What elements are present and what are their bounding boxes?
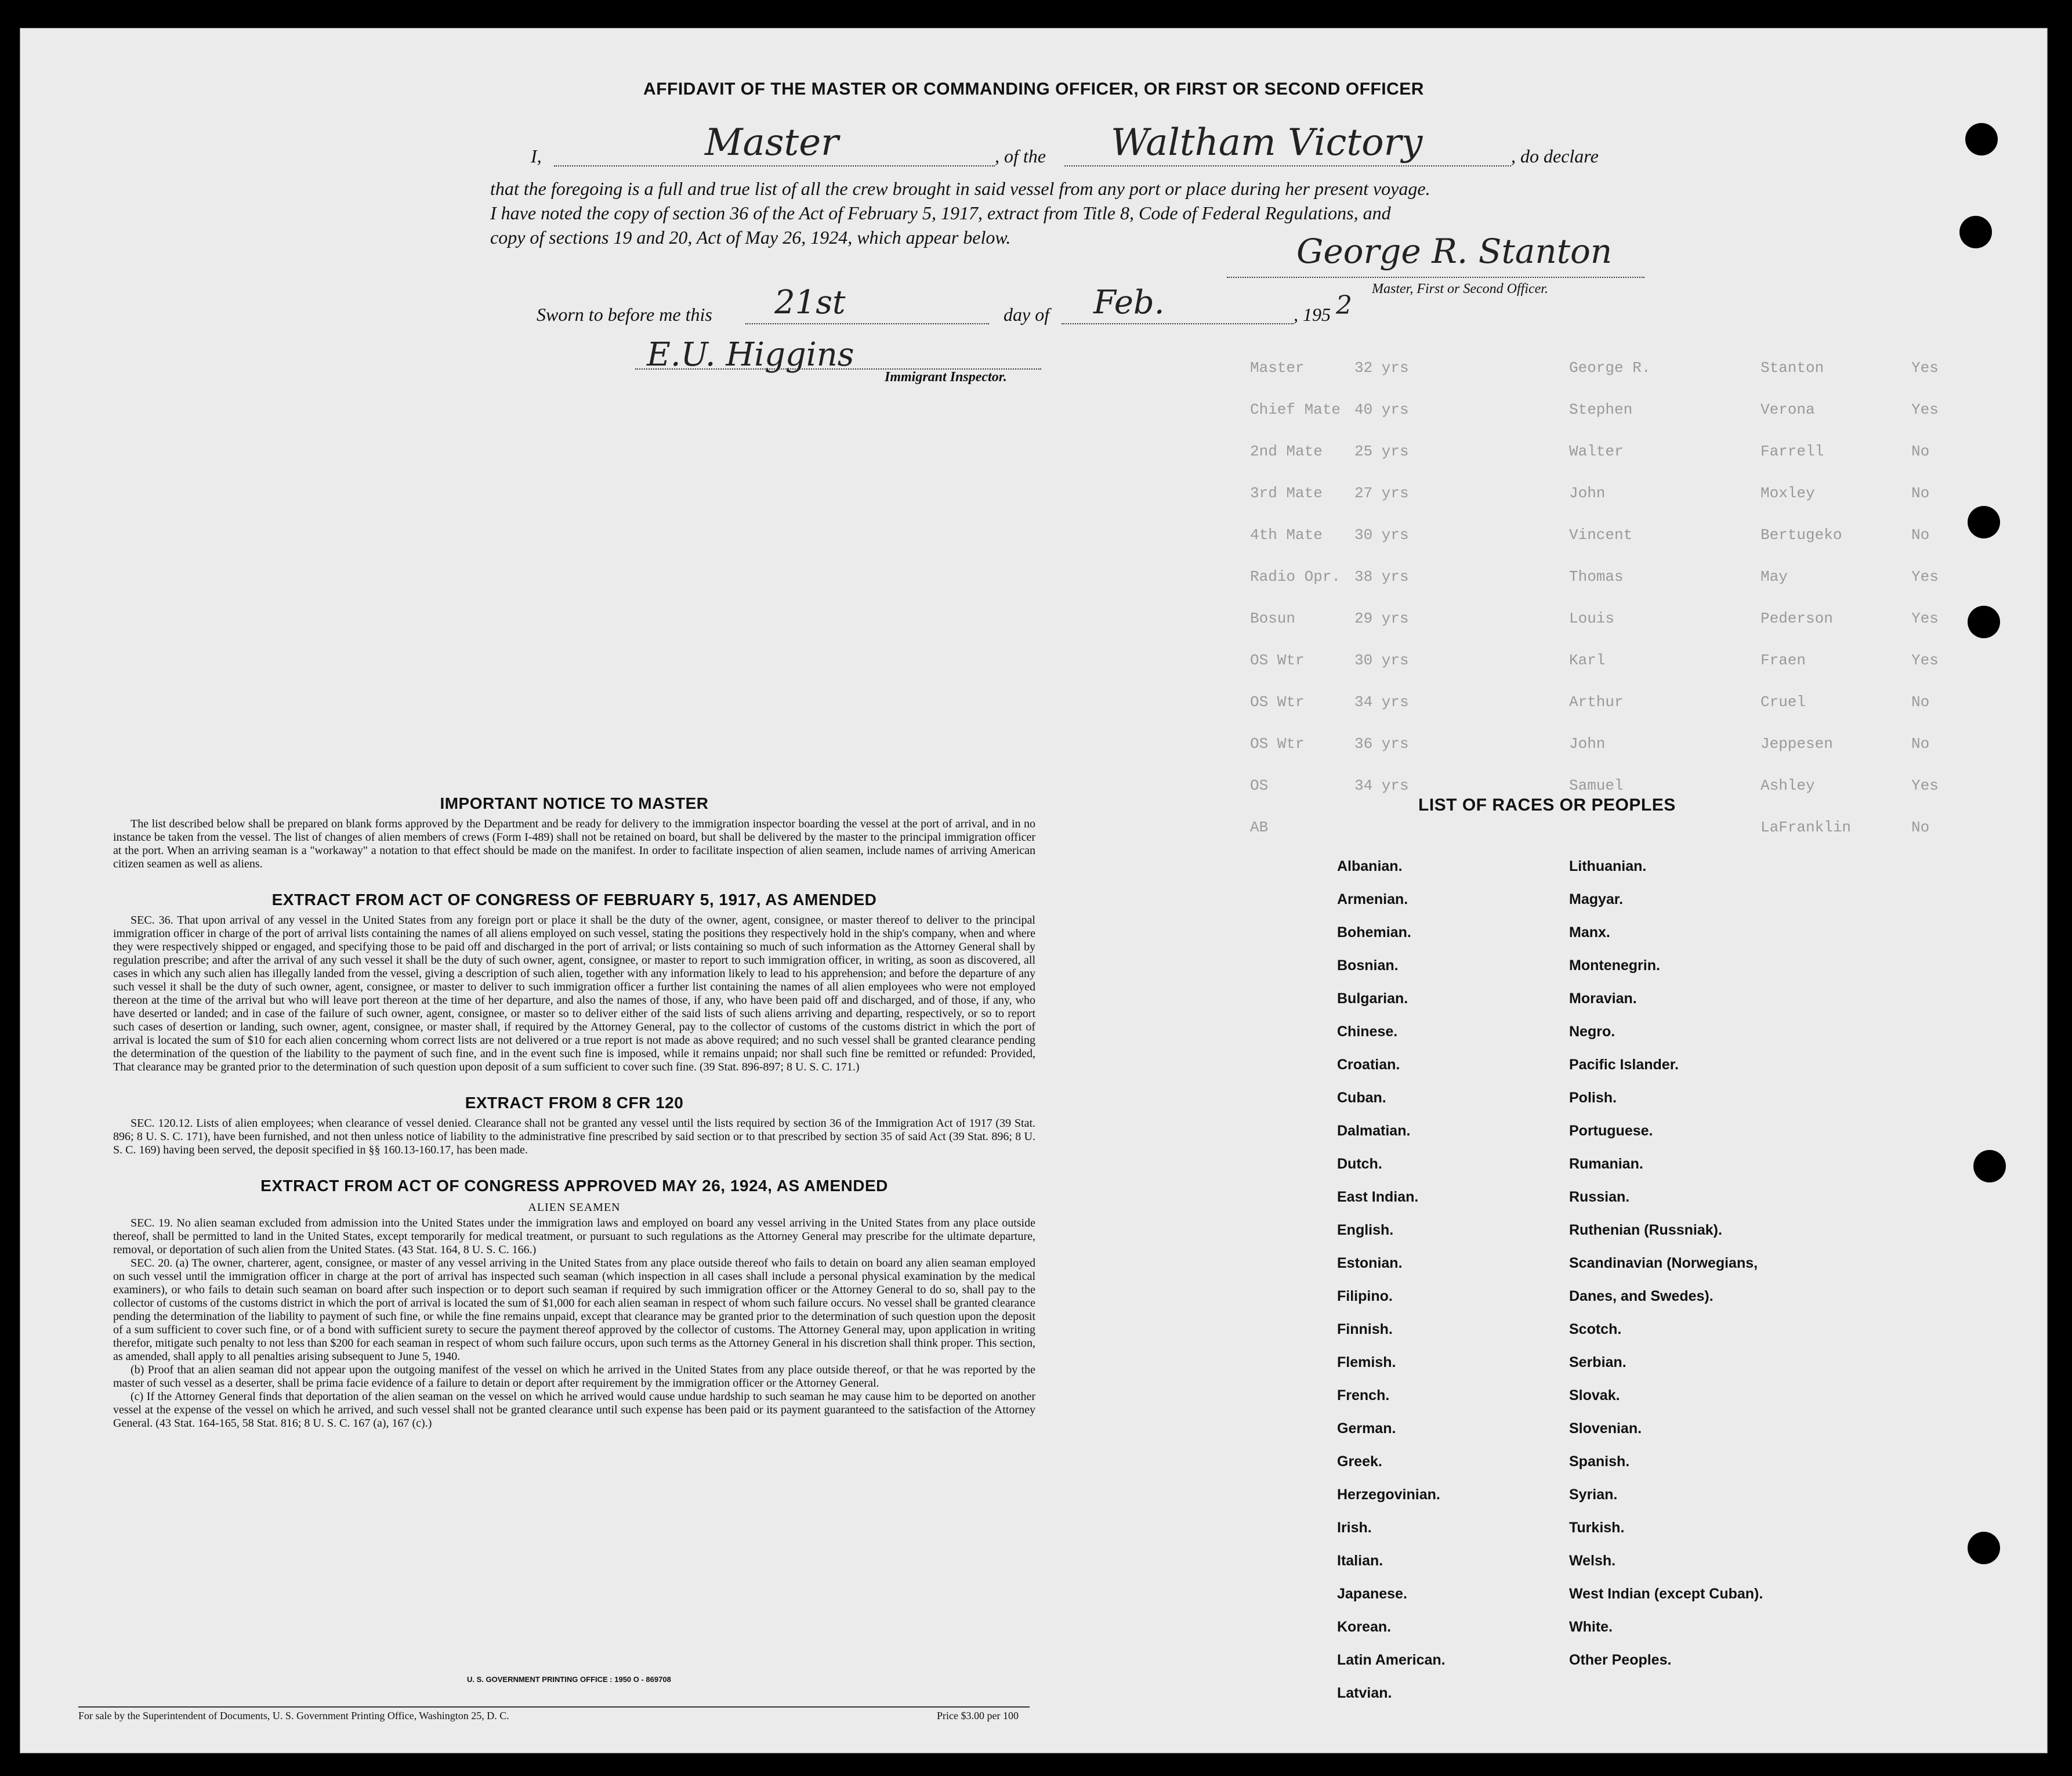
bleed-through-rank: AB [1250,819,1269,836]
bleed-through-name: Fraen [1761,652,1806,669]
binder-hole [1973,1150,2006,1182]
race-item: Ruthenian (Russniak). [1569,1222,1722,1238]
day-line [745,323,989,324]
bleed-through-first: Arthur [1569,693,1624,711]
race-item: White. [1569,1619,1613,1635]
bleed-through-name: May [1761,568,1788,585]
race-item: Bulgarian. [1337,990,1408,1007]
sec-20c-text: (c) If the Attorney General finds that deportation of the alien seaman on the vessel on which he arrived would cause undue hardship to such seaman he may cause him to be deported on another vessel at the expense of the vessel on which he arrived, and such vessel shall not be granted clearance until such expense has been paid or its payment guaranteed to the satisfaction of the Attorney General. (43 Stat. 164-165, 58 Stat. 816; 8 U. S. C. 167 (a), 167 (c).) [113,1390,1035,1430]
day-handwriting: 21st [774,284,846,321]
month-line [1062,323,1294,324]
sworn-label: Sworn to before me this [537,304,712,325]
bleed-through-rank: Chief Mate [1250,401,1341,418]
extract-1917-title: EXTRACT FROM ACT OF CONGRESS OF FEBRUARY 5, 1917, AS AMENDED [271,891,877,909]
bleed-through-name: Stanton [1761,359,1824,377]
race-item: Flemish. [1337,1354,1396,1370]
bleed-through-rank: OS [1250,777,1269,794]
race-item: Slovenian. [1569,1420,1642,1437]
footer-left: For sale by the Superintendent of Documents, U. S. Government Printing Office, Washington 25, D. C. [78,1710,509,1721]
extract-1917-text: SEC. 36. That upon arrival of any vessel in the United States from any foreign port or place it shall be the duty of the owner, agent, consignee, or master thereof to deliver to the principal immigration officer in charge of the port of arrival lists containing the names of all aliens employed on such vessel, stating the positions they respectively hold in the ship's company, when and where they were respectively shipped or engaged, and specifying those to be paid off and discharged in the port of arrival; or lists containing so much of such information as the Attorney General shall by regulation prescribe; and after the arrival of any such vessel it shall be the duty of such owner, agent, consignee, or master to report to such immigration officer, in writing, as soon as discovered, all cases in which any such alien has illegally landed from the vessel, giving a description of such alien, together with any information likely to lead to his apprehension; and before the departure of any such vessel it shall be the duty of such owner, agent, consignee, or master to deliver to such immigration officer a further list containing the names of all alien employees who were not employed thereon at the time of the arrival but who will leave port thereon at the time of her departure, and also the names of those, if any, who have been paid off and discharged, and of those, if any, who have deserted or landed; and in case of the failure of such owner, agent, consignee, or master so to deliver either of the said lists of such aliens arriving and departing, respectively, or so to report such cases of desertion or landing, such owner, agent, consignee, or master shall, if required by the Attorney General, pay to the collector of customs of the customs district in which the port of arrival is located the sum of $10 for each alien concerning whom correct lists are not delivered or a true report is not made as above required; and no such vessel shall be granted clearance pending the determination of the question of the liability to the payment of such fine, and in the event such fine is imposed, while it remains unpaid; nor shall such fine be remitted or refunded: Provided, That clearance may be granted prior to the determination of such question upon deposit of a sum sufficient to cover such fine. (39 Stat. 896-897; 8 U. S. C. 171.) [113,914,1035,1073]
race-item: Welsh. [1569,1553,1616,1569]
race-item: Irish. [1337,1520,1372,1536]
bleed-through-age: 30 yrs [1354,526,1409,544]
races-title: LIST OF RACES OR PEOPLES [1418,795,1676,815]
race-item: Polish. [1569,1090,1617,1106]
race-item: Herzegovinian. [1337,1486,1440,1503]
race-item: Finnish. [1337,1321,1393,1337]
race-item: Chinese. [1337,1023,1398,1040]
bleed-through-yn: No [1911,735,1930,753]
binder-hole [1968,606,2000,638]
race-item: Negro. [1569,1023,1615,1040]
race-item: Manx. [1569,924,1610,941]
bleed-through-yn: No [1911,526,1930,544]
extract-cfr-text: SEC. 120.12. Lists of alien employees; when clearance of vessel denied. Clearance shall not be granted any vessel until the lists required by section 36 of the Immigration Act of 1917 (39 Stat. 896; 8 U. S. C. 171), have been furnished, and not then unless notice of liability to the administrative fine prescribed by said section or to that prescribed by section 35 of said Act (39 Stat. 896; 8 U. S. C. 169) having been served, the deposit specified in §§ 160.13-160.17, has been made. [113,1117,1035,1156]
inspector-signature: E.U. Higgins [647,336,854,374]
bleed-through-first: Walter [1569,443,1624,460]
year-prefix: , 195 [1294,304,1331,325]
bleed-through-first: Louis [1569,610,1615,627]
inspector-caption: Immigrant Inspector. [885,370,1007,385]
bleed-through-row [345,359,2012,375]
bleed-through-name: LaFranklin [1761,819,1852,836]
race-item: East Indian. [1337,1189,1419,1205]
race-item: Japanese. [1337,1586,1407,1602]
bleed-through-rank: Radio Opr. [1250,568,1341,585]
bleed-through-first: John [1569,735,1606,753]
bleed-through-row [345,777,2012,793]
bleed-through-age: 30 yrs [1354,652,1409,669]
bleed-through-row [345,526,2012,542]
binder-hole [1965,123,1998,155]
day-of-label: day of [1004,304,1050,325]
bleed-through-first: Karl [1569,652,1606,669]
race-item: Rumanian. [1569,1156,1643,1172]
do-declare-label: , do declare [1511,146,1599,167]
bleed-through-row [345,610,2012,626]
bleed-through-age: 27 yrs [1354,484,1409,502]
bleed-through-name: Farrell [1761,443,1824,460]
race-item: Armenian. [1337,891,1408,907]
bleed-through-age: 29 yrs [1354,610,1409,627]
bleed-through-rank: 2nd Mate [1250,443,1323,460]
officer-line [554,165,995,167]
i-label: I, [531,146,542,167]
race-item: Syrian. [1569,1486,1618,1503]
bleed-through-row [345,401,2012,417]
affidavit-line-1: that the foregoing is a full and true list of all the crew brought in said vessel from any port or place during her present voyage. [490,178,1430,199]
bleed-through-first: John [1569,484,1606,502]
bleed-through-name: Bertugeko [1761,526,1842,544]
affidavit-title: AFFIDAVIT OF THE MASTER OR COMMANDING OFFICER, OR FIRST OR SECOND OFFICER [643,79,1424,99]
extract-cfr-title: EXTRACT FROM 8 CFR 120 [465,1094,684,1112]
bleed-through-row [345,693,2012,710]
race-item: Pacific Islander. [1569,1057,1679,1073]
bleed-through-row [345,735,2012,751]
bleed-through-age: 34 yrs [1354,693,1409,711]
race-item: Scandinavian (Norwegians, [1569,1255,1758,1271]
bleed-through-first: George R. [1569,359,1651,377]
gpo-line: U. S. GOVERNMENT PRINTING OFFICE : 1950 O - 869708 [467,1675,671,1684]
bleed-through-first: Thomas [1569,568,1624,585]
bleed-through-rank: 4th Mate [1250,526,1323,544]
bleed-through-rank: Master [1250,359,1305,377]
bleed-through-row [345,443,2012,459]
race-item: Montenegrin. [1569,957,1660,974]
sec-19-text: SEC. 19. No alien seaman excluded from admission into the United States under the immigration laws and employed on board any vessel arriving in the United States from any place outside thereof, shall be permitted to land in the United States, except temporarily for medical treatment, or pursuant to such regulations as the Attorney General may prescribe for the ultimate departure, removal, or deportation of such alien from the United States. (43 Stat. 164, 8 U. S. C. 166.) [113,1217,1035,1256]
footer-right: Price $3.00 per 100 [937,1710,1019,1721]
race-item: Lithuanian. [1569,858,1647,874]
race-item: Cuban. [1337,1090,1386,1106]
race-item: Bohemian. [1337,924,1411,941]
bleed-through-name: Verona [1761,401,1815,418]
sec-20b-text: (b) Proof that an alien seaman did not appear upon the outgoing manifest of the vessel on which he arrived in the United States from any place outside thereof, or that he was reported by the master of such vessel as a deserter, shall be prima facie evidence of a failure to detain or deport after requirement by the immigration officer or the Attorney General. [113,1363,1035,1390]
race-item: Dutch. [1337,1156,1382,1172]
bleed-through-age: 25 yrs [1354,443,1409,460]
race-item: Estonian. [1337,1255,1403,1271]
bleed-through-first: Vincent [1569,526,1633,544]
bleed-through-age: 38 yrs [1354,568,1409,585]
bleed-through-name: Moxley [1761,484,1815,502]
bleed-through-yn: No [1911,443,1930,460]
bleed-through-yn: Yes [1911,359,1939,377]
officer-handwriting: Master [705,121,839,164]
bleed-through-name: Jeppesen [1761,735,1833,753]
bleed-through-first: Stephen [1569,401,1633,418]
race-item: Italian. [1337,1553,1383,1569]
vessel-line [1064,165,1511,167]
bleed-through-yn: No [1911,693,1930,711]
legal-column [113,794,1035,1430]
race-item: Croatian. [1337,1057,1400,1073]
extract-1924-title: EXTRACT FROM ACT OF CONGRESS APPROVED MAY 26, 1924, AS AMENDED [260,1177,888,1195]
binder-hole [1959,216,1992,248]
master-signature: George R. Stanton [1296,232,1613,271]
signature-caption: Master, First or Second Officer. [1372,281,1548,296]
bleed-through-name: Ashley [1761,777,1815,794]
race-item: Turkish. [1569,1520,1625,1536]
race-item: Spanish. [1569,1453,1630,1470]
bleed-through-row [345,652,2012,668]
race-item: German. [1337,1420,1396,1437]
year-handwriting: 2 [1336,291,1352,320]
notice-text: The list described below shall be prepared on blank forms approved by the Department and be ready for delivery to the immigration inspector boarding the vessel at the port of arrival, and in no instance be taken from the vessel. The list of changes of alien members of crews (Form I-489) shall not be retained on board, but shall be delivered by the master to the principal immigration officer at the port. When an arriving seaman is a "workaway" a notation to that effect should be made on the manifest. In order to facilitate inspection of alien seamen, include names of arriving American citizen seamen as well as aliens. [113,818,1035,870]
bleed-through-age: 40 yrs [1354,401,1409,418]
bleed-through-first: Samuel [1569,777,1624,794]
race-item: Greek. [1337,1453,1382,1470]
signature-line [1227,277,1644,278]
bleed-through-age: 32 yrs [1354,359,1409,377]
bleed-through-rank: Bosun [1250,610,1296,627]
affidavit-line-3: copy of sections 19 and 20, Act of May 26, 1924, which appear below. [490,227,1011,248]
bleed-through-row [345,568,2012,584]
month-handwriting: Feb. [1093,284,1165,321]
race-item: Bosnian. [1337,957,1399,974]
bleed-through-age: 34 yrs [1354,777,1409,794]
bleed-through-yn: No [1911,819,1930,836]
race-item: Korean. [1337,1619,1392,1635]
bleed-through-rank: 3rd Mate [1250,484,1323,502]
race-item: Dalmatian. [1337,1123,1411,1139]
race-item: Danes, and Swedes). [1569,1288,1714,1304]
sec-20a-text: SEC. 20. (a) The owner, charterer, agent, consignee, or master of any vessel arriving in the United States from any place outside thereof who fails to detain on board any alien seaman employed on such vessel until the immigration officer in charge at the port of arrival has inspected such seaman (which inspection in all cases shall include a personal physical examination by the medical examiners), or who fails to detain such seaman on board after such inspection or to deport such seaman if required by such immigration officer or the Attorney General to do so, shall pay to the collector of customs of the customs district in which the port of arrival is located the sum of $1,000 for each alien seaman in respect of whom such failure occurs. No vessel shall be granted clearance pending the determination of the liability to payment of such fine, or while the fine remains unpaid, except that clearance may be granted prior to the determination of such question upon the deposit of a sum sufficient to cover such fine, or of a bond with sufficient surety to secure the payment thereof approved by the collector of customs. The Attorney General may, upon application in writing therefor, mitigate such penalty to not less than $200 for each seaman in respect of whom such failure occurs, upon such terms as the Attorney General in his discretion shall think proper. This section, as amended, shall apply to all penalties arising subsequent to June 5, 1940. [113,1257,1035,1363]
race-item: French. [1337,1387,1390,1404]
bleed-through-name: Cruel [1761,693,1806,711]
race-item: Moravian. [1569,990,1637,1007]
bleed-through-rank: OS Wtr [1250,693,1305,711]
race-item: West Indian (except Cuban). [1569,1586,1763,1602]
bleed-through-row [345,484,2012,501]
race-item: Slovak. [1569,1387,1620,1404]
document-page [20,28,2048,1753]
race-item: Russian. [1569,1189,1630,1205]
bleed-through-yn: Yes [1911,777,1939,794]
race-item: Scotch. [1569,1321,1622,1337]
race-item: Filipino. [1337,1288,1393,1304]
bleed-through-yn: No [1911,484,1930,502]
bleed-through-name: Pederson [1761,610,1833,627]
race-item: Magyar. [1569,891,1624,907]
bleed-through-rank: OS Wtr [1250,735,1305,753]
race-item: Serbian. [1569,1354,1627,1370]
bleed-through-yn: Yes [1911,610,1939,627]
bleed-through-yn: Yes [1911,568,1939,585]
vessel-handwriting: Waltham Victory [1111,121,1423,164]
bleed-through-yn: Yes [1911,652,1939,669]
binder-hole [1968,506,2000,538]
race-item: Latin American. [1337,1652,1446,1668]
race-item: Portuguese. [1569,1123,1653,1139]
affidavit-line-2: I have noted the copy of section 36 of the Act of February 5, 1917, extract from Title 8, Code of Federal Regulations, and [490,202,1391,223]
binder-hole [1968,1532,2000,1564]
race-item: Latvian. [1337,1685,1392,1701]
race-item: Albanian. [1337,858,1403,874]
race-item: Other Peoples. [1569,1652,1672,1668]
extract-1924-subtitle: ALIEN SEAMEN [528,1201,621,1214]
bleed-through-rank: OS Wtr [1250,652,1305,669]
footer-rule [78,1706,1030,1708]
bleed-through-yn: Yes [1911,401,1939,418]
race-item: English. [1337,1222,1394,1238]
of-the-label: , of the [995,146,1046,167]
bleed-through-age: 36 yrs [1354,735,1409,753]
notice-title: IMPORTANT NOTICE TO MASTER [440,794,709,812]
